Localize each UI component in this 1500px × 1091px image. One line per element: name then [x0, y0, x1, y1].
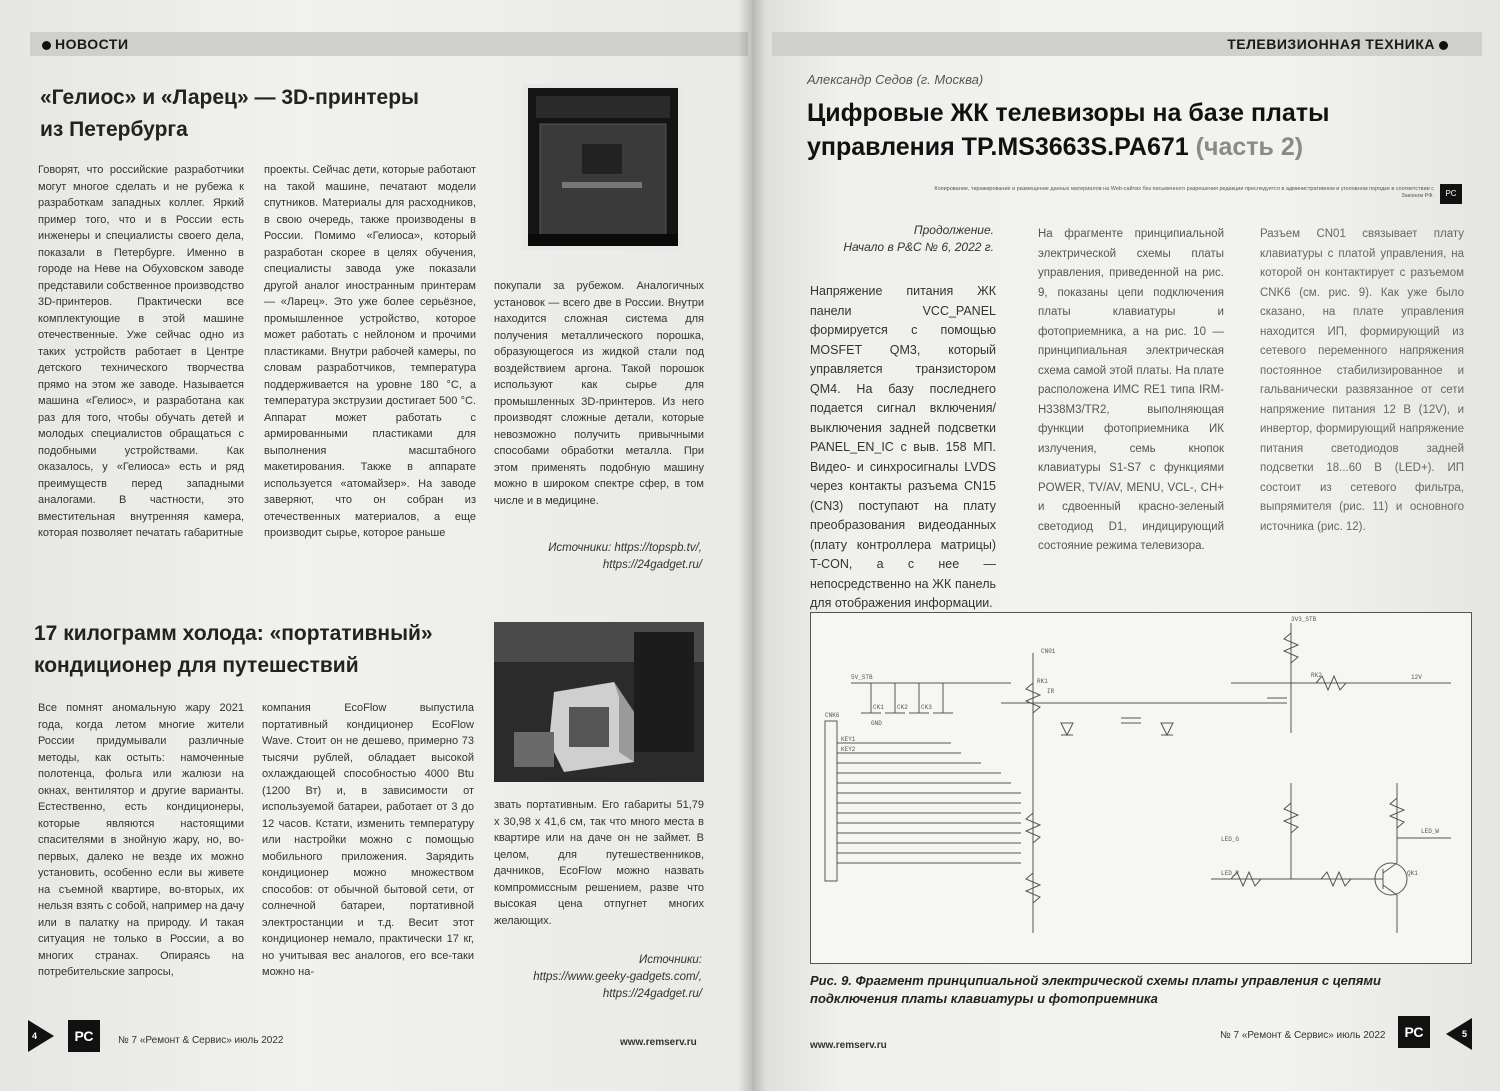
sources-label: Источники:: [548, 542, 612, 554]
source-link-24gadget[interactable]: https://24gadget.ru/: [602, 988, 702, 1000]
article1-column1: Говорят, что российские разработчики могут многое сделать и не рубежа к разработкам западных коллег. Яркий пример того, что и в России есть инженеры и специалисты своего дела, показали в Петербурге. Именно в городе на Неве на Обуховском заводе представили собственное производство 3D-принтеров. Практически все комплектующие в этой машине отечественные. Уже сейчас одно из таких устройств работает в Центре детского технического творчества прямо на этом же заводе. Называется машина «Гелиос», и разработана как раз для того, чтобы обучать детей и молодых специалистов обращаться с подобными устройствами. Как оказалось, у «Гелиоса» есть и ряд преимуществ перед западными аналогами. В частности, это вместительная внутренняя камера, которая позволяет печатать габаритные: [38, 164, 245, 539]
article2-sources: [494, 952, 702, 1003]
schematic-label: CN01: [1041, 648, 1056, 655]
continuation-label: Продолжение.: [913, 223, 994, 237]
figure-caption: Рис. 9. Фрагмент принципиальной электрической схемы платы управления с цепями подключения платы клавиатуры и фотоприемника: [810, 973, 1381, 1006]
article-title: [807, 96, 1447, 164]
title-main: Цифровые ЖК телевизоры на базе платы управления TP.MS3663S.PA671: [807, 99, 1330, 161]
schematic-label: LED_W: [1421, 828, 1440, 835]
schematic-label: LED_R: [1221, 870, 1240, 877]
3d-printer-image: [522, 84, 684, 250]
schematic-label: QK1: [1407, 870, 1418, 877]
article1-title-line1: «Гелиос» и «Ларец» — 3D-принтеры: [40, 86, 419, 109]
tv-article-column1: Напряжение питания ЖК панели VCC_PANEL формируется с помощью MOSFET QM3, который управляется транзистором QM4. На базу последнего подается сигнал включения/выключения задней подсветки PANEL_EN_IC с выв. 158 МП. Видео- и синхросигналы LVDS через контакты разъема CN15 (CN3) поступают на плату преобразования видеоданных (плату контроллера матрицы) T-CON, а с нее — непосредственно на ЖК панель для отображения информации.: [810, 284, 996, 610]
schematic-label: LED_G: [1221, 836, 1240, 843]
section-title: ТЕЛЕВИЗИОННАЯ ТЕХНИКА: [1227, 36, 1435, 52]
air-conditioner-photo: [494, 622, 704, 782]
schematic-label: IR: [1047, 688, 1055, 695]
schematic-label: 5V_STB: [851, 674, 873, 681]
source-link-geeky-gadgets[interactable]: https://www.geeky-gadgets.com/,: [533, 971, 702, 983]
section-header-news: [30, 32, 748, 56]
source-link-24gadget[interactable]: https://24gadget.ru/: [602, 559, 702, 571]
right-page: [752, 0, 1500, 1091]
schematic-label: GND: [871, 720, 882, 727]
footer-site[interactable]: www.remserv.ru: [810, 1040, 887, 1051]
article2-title-line1: 17 килограмм холода: «портативный»: [34, 622, 433, 645]
author-name: Александр Седов: [807, 72, 913, 87]
printer-photo: [522, 84, 684, 250]
schematic-label: CK3: [921, 704, 932, 711]
schematic-label: KEY2: [841, 746, 856, 753]
schematic-label: CK2: [897, 704, 908, 711]
page-number-arrow-right: [1446, 1018, 1472, 1050]
article2-title-line2: кондиционер для путешествий: [34, 654, 359, 677]
circuit-schematic: [810, 612, 1472, 964]
bullet-icon: [1439, 41, 1448, 50]
schematic-drawing: [811, 613, 1471, 963]
footer-issue: № 7 «Ремонт & Сервис» июль 2022: [1220, 1030, 1386, 1041]
article1-column3: покупали за рубежом. Аналогичных установок — всего две в России. Внутри находится сложная система для получения металлического порошка, образующегося из жидкой стали под воздействием аргона. Такой порошок используют как сырье для промышленных 3D-принтеров. Из него производят сложные детали, которые невозможно получить привычными способами обработки металла. При этом применять подобную машину можно в широком спектре сфер, в том числе и в медицине.: [494, 280, 704, 507]
article2-column3: звать портативным. Его габариты 51,79 х 30,98 х 41,6 см, так что много места в квартире или на даче он не займет. В целом, для путешественников, дачников, EcoFlow можно назвать компромиссным решением, разве что высокая цена отпугнет многих желающих.: [494, 799, 704, 927]
article2-column2: компания EcoFlow выпустила портативный кондиционер EcoFlow Wave. Стоит он не дешево, примерно 73 тысячи рублей, обладает высокой охлаждающей способностью 4000 Btu (1200 Вт) и, в зависимости от используемой батареи, работает от 3 до 12 часов. Кстати, изменить температуру или настройки можно с помощью мобильного приложения. Зарядить кондиционер можно множеством способов: от обычной бытовой сети, от солнечной батареи, портативной электростанции и т.д. Весит этот кондиционер немало, практически 17 кг, но учитывая вес аналогов, его все-таки можно на-: [262, 702, 474, 978]
tv-article-column3: Разъем CN01 связывает плату клавиатуры с платой управления, на которой он контактирует с разъемом CNK6 (см. рис. 9). Как уже было сказано, на плате управления находится ИП, формирующий из сетевого переменного напряжения постоянное стабилизированное и гальванически развязанное от сети напряжение питания 12 В (12V), и инвертор, формирующий напряжение питания светодиодов задней подсветки 18...60 В (LED+). ИП состоит из сетевого фильтра, выпрямителя (рис. 11) и основного источника (рис. 12).: [1260, 228, 1464, 533]
continuation-note: [812, 222, 994, 256]
section-title: НОВОСТИ: [55, 36, 129, 52]
article2-title: [34, 618, 494, 682]
schematic-label: CK1: [873, 704, 884, 711]
rs-logo-small: РС: [1440, 184, 1462, 204]
continuation-start: Начало в Р&С № 6, 2022 г.: [843, 240, 994, 254]
section-header-tv: [772, 32, 1482, 56]
title-part: (часть 2): [1195, 133, 1304, 161]
schematic-label: CNK6: [825, 712, 840, 719]
article1-column2: проекты. Сейчас дети, которые работают на такой машине, печатают модели спутников. Материалы для расходников, в свою очередь, также производены в России. Помимо «Гелиоса», который разработан скорее в целях обучения, специалисты завода уже показали другой аналог иностранным принтерам — «Ларец». Это уже более серьёзное, промышленное устройство, которое может работать с нейлоном и прочими пластиками. Внутри рабочей камеры, по словам разработчиков, температура поддерживается на уровне 180 °С, а температура экструзии достигает 500 °С. Аппарат может работать с армированными пластиками для выполнения масштабного макетирования. Также в аппарате используется «атомайзер». На заводе заверяют, что он собран из отечественных материалов, а еще производит сырье, которое раньше: [264, 164, 476, 539]
article1-title: [40, 82, 480, 146]
page-number: 4: [32, 1031, 38, 1041]
sources-label: Источники:: [638, 954, 702, 966]
spine-shadow: [738, 0, 766, 1091]
footer-issue: № 7 «Ремонт & Сервис» июль 2022: [118, 1035, 284, 1046]
schematic-label: 3V3_STB: [1291, 616, 1317, 623]
source-link-topspb[interactable]: https://topspb.tv/,: [614, 542, 702, 554]
ecoflow-wave-image: [494, 622, 704, 782]
schematic-label: KEY1: [841, 736, 856, 743]
bullet-icon: [42, 41, 51, 50]
article2-column1: Все помнят аномальную жару 2021 года, когда летом многие жители России придумывали различные методы, как остыть: намоченные полотенца, фольга или жалюзи на окнах, вентилятор и другие варианты. Естественно, есть кондиционеры, которые являются настоящими спасителями в знойную жару, но, во-первых, далеко не везде их можно установить, особенно если вы живете на съемной квартире, во-вторых, их нельзя взять с собой, например на дачу или в палатку на природу. И такая ситуация не только в России, а во многих странах. Опираясь на потребительские запросы,: [38, 702, 244, 978]
page-number: 5: [1462, 1029, 1468, 1039]
footer-site[interactable]: www.remserv.ru: [620, 1037, 697, 1048]
schematic-label: RK1: [1037, 678, 1048, 685]
article1-sources: [494, 540, 702, 574]
copyright-notice: Копирование, тиражирование и размещение данных материалов на Web-сайтах без письменного разрешения редакции преследуется в административном и уголовном порядке в соответствии с Законом РФ.: [934, 186, 1434, 199]
rs-logo: РС: [1398, 1016, 1430, 1048]
author-line: [807, 72, 983, 87]
author-city: (г. Москва): [916, 72, 984, 87]
schematic-label: 12V: [1411, 674, 1422, 681]
article1-title-line2: из Петербурга: [40, 118, 188, 141]
tv-article-column2: На фрагменте принципиальной электрической схемы платы управления, приведенной на рис. 9, показаны цепи подключения платы клавиатуры и фотоприемника, а на рис. 10 — принципиальная электрическая схема самой этой платы. На плате расположена ИМС RE1 типа IRM-H338M3/TR2, выполняющая функции фотоприемника ИК излучения, семь кнопок клавиатуры S1-S7 с функциями POWER, TV/AV, MENU, VCL-, CH+ и сдвоенный красно-зеленый светодиод D1, индицирующий состояние режима телевизора.: [1038, 228, 1224, 552]
rs-logo: РС: [68, 1020, 100, 1052]
schematic-label: RK2: [1311, 672, 1322, 679]
